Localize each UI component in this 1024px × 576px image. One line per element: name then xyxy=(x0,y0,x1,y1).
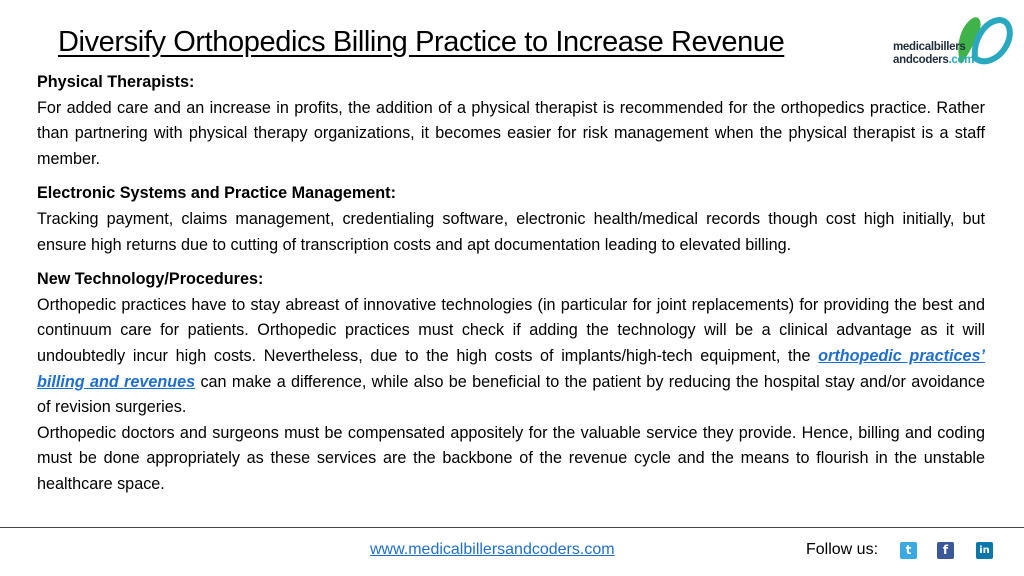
company-logo[interactable] xyxy=(893,12,1017,74)
section-heading: Electronic Systems and Practice Management: xyxy=(37,184,396,203)
logo-line1: medicalbillers xyxy=(893,41,966,53)
section-heading: Physical Therapists: xyxy=(37,73,195,91)
section-paragraph: Orthopedic doctors and surgeons must be compensated appositely for the valuable service they provide. Hence, billing and coding must be done appropriately as these services are the backbone of the revenue cycle and the means to flourish in the unstable healthcare space. xyxy=(37,423,985,493)
main-content xyxy=(37,70,985,498)
page-title: Diversify Orthopedics Billing Practice to Increase Revenue xyxy=(58,26,785,58)
section-heading: New Technology/Procedures: xyxy=(37,270,264,289)
logo-line2: andcoders.com xyxy=(893,54,975,66)
twitter-icon[interactable]: t xyxy=(900,542,917,559)
section-paragraph: For added care and an increase in profits, the addition of a physical therapist is recommended for the orthopedics practice. Rather than partnering with physical therapy organizations, it becomes easier for risk management when the physical therapist is a staff member. xyxy=(37,98,985,168)
section-new-technology xyxy=(37,267,985,497)
section-electronic-systems xyxy=(37,181,985,258)
billing-revenues-link[interactable]: orthopedic practices’ billing and revenues xyxy=(37,346,986,391)
section-paragraph: Orthopedic practices have to stay abreast of innovative technologies (in particular for joint replacements) for providing the best and continuum care for patients. Orthopedic practices must check if adding the technology will be a clinical advantage as it will undoubtedly incur high costs. Nevertheless, due to the high costs of implants/high-tech equipment, the orthopedic practices’ billing and revenues can make a difference, while also be beneficial to the patient by reducing the hospital stay and/or avoidance of revision surgeries. xyxy=(37,295,986,417)
footer-divider xyxy=(0,527,1024,528)
section-physical-therapists xyxy=(37,70,985,172)
linkedin-icon[interactable]: in xyxy=(976,542,993,559)
follow-label: Follow us: xyxy=(806,541,879,558)
section-paragraph: Tracking payment, claims management, credentialing software, electronic health/medical records though cost high initially, but ensure high returns due to cutting of transcription costs and apt documentation leading to elevated billing. xyxy=(37,209,985,254)
website-link[interactable]: www.medicalbillersandcoders.com xyxy=(370,541,615,558)
logo-text xyxy=(893,41,974,67)
facebook-icon[interactable]: f xyxy=(937,542,954,559)
